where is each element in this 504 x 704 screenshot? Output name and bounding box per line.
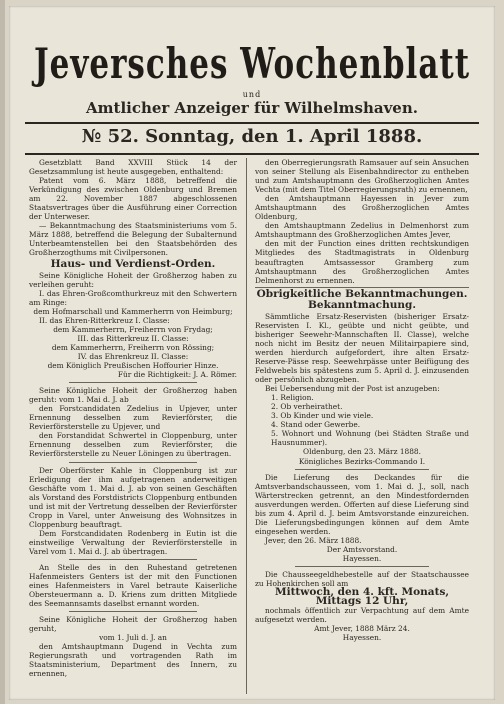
text-paragraph: 2. Ob verheirathet. — [271, 402, 343, 412]
text-paragraph: Der Amtsvorstand. — [326, 544, 398, 554]
text-paragraph: Jever, den 26. März 1888. — [265, 535, 362, 545]
text-paragraph: dem Kammerherrn, Freiherrn von Rössing; — [51, 342, 215, 352]
text-paragraph: dem Kammerherrn, Freiherrn von Frydag; — [53, 324, 213, 334]
text-paragraph: Dem Forstcandidaten Rodenberg in Eutin ist die einstweilige Verwaltung der Revierförsterstelle in Varel vom 1. Mai d. J. ab übertragen. — [29, 528, 237, 556]
section-divider — [69, 462, 197, 463]
text-paragraph: Die Lieferung des Deckandes für die Amtsverbandschausseen, vom 1. Mai d. J., soll, nach Wärterstrecken getrennt, an den Mindestfordernden ausverdungen werden. Offerten auf diese Lieferung sind bis zum 4. April d. J. beim Amtsvorstande einzureichen. Die Lieferungsbedingungen können auf dem Amte eingesehen werden. — [255, 472, 469, 536]
text-paragraph: 5. Wohnort und Wohnung (bei Städten Straße und Hausnummer). — [271, 429, 469, 448]
text-paragraph: den Amtshauptmann Hayessen in Jever zum Amtshauptmann des Großherzoglichen Amtes Oldenburg, — [255, 194, 469, 222]
masthead-rule-bottom — [25, 153, 479, 155]
text-paragraph: Bei Uebersendung mit der Post ist anzugeben: — [265, 384, 440, 394]
text-paragraph: Seine Königliche Hoheit der Großherzog haben geruht, — [29, 615, 237, 634]
text-paragraph: Oldenburg, den 23. März 1888. — [303, 447, 421, 457]
section-divider — [295, 566, 429, 567]
text-paragraph: Patent vom 6. März 1888, betreffend die Verkündigung des zwischen Oldenburg und Bremen am 22. November 1887 abgeschlossenen Staatsvertrages über die Ausführung einer Correction der Unterweser. — [29, 176, 237, 222]
text-paragraph: Die Chausseegeldhebestelle auf der Staatschaussee zu Hohenkirchen soll am — [255, 570, 469, 589]
text-paragraph: Mittags 12 Uhr, — [315, 595, 409, 608]
section-heading: Bekanntmachung. — [308, 298, 416, 311]
text-paragraph: Hayessen. — [342, 553, 382, 563]
section-divider — [295, 469, 429, 470]
section-divider — [69, 559, 197, 560]
text-paragraph: Der Oberförster Kahle in Cloppenburg ist zur Erledigung der ihm aufgetragenen anderweitigen Geschäfte vom 1. Mai d. J. ab von seinen Geschäften als Vorstand des Forstdistricts Cloppenburg entbunden und ist mit der Vertretung desselben der Revierförster Cropp in Varel, unter Anweisung des Wohnsitzes in Cloppenburg beauftragt. — [29, 465, 237, 529]
text-paragraph: den Forstandidat Schwertel in Cloppenburg, unter Ernennung desselben zum Revierförster, die Revierförsterstelle zu Neuer Löningen zu übertragen. — [29, 431, 237, 459]
text-paragraph: Mittwoch, den 4. kft. Monats, — [274, 586, 450, 599]
text-paragraph: Sämmtliche Ersatz-Reservisten (bisheriger Ersatz-Reservisten I. Kl., geübte und nicht geübte, und bisheriger Seewehr-Mannschaften II. Classe), welche noch nicht im Besitz der neuen Militairpapiere sind, werden hierdurch aufgefordert, ihre alten Ersatz-Reserve-Pässe resp. Seewehrpässe unter Beifügung des Feldwebels bis spätestens zum 5. April d. J. einzusenden oder persönlich abzugeben. — [255, 311, 469, 385]
text-paragraph: — Bekanntmachung des Staatsministeriums vom 5. März 1888, betreffend die Belegung der Subalternund Unterbeamtenstellen bei den Staatsbehörden des Großherzogthums mit Civilpersonen. — [29, 221, 237, 258]
text-paragraph: dem Hofmarschall und Kammerherrn von Heimburg; — [33, 306, 233, 316]
column-separator — [246, 158, 247, 694]
text-paragraph: IV. das Ehrenkreuz II. Classe: — [77, 351, 189, 361]
right-column — [255, 158, 469, 642]
masthead-subtitle: Amtlicher Anzeiger für Wilhelmshaven. — [86, 99, 418, 117]
section-heading: Obrigkeitliche Bekanntmachungen. — [256, 287, 468, 300]
text-paragraph: III. das Ritterkreuz II. Classe: — [77, 333, 189, 343]
text-paragraph: Hayessen. — [342, 633, 382, 643]
text-paragraph: 3. Ob Kinder und wie viele. — [271, 411, 374, 421]
text-paragraph: Amt Jever, 1888 März 24. — [314, 624, 410, 634]
text-paragraph: den Amtshauptmann Zedelius in Delmenhorst zum Amtshauptmann des Großherzoglichen Amtes Jever, — [255, 221, 469, 240]
left-column — [29, 158, 237, 679]
section-divider — [69, 611, 197, 612]
scan-edge — [0, 0, 5, 704]
masthead-und: und — [242, 90, 262, 99]
text-paragraph: vom 1. Juli d. J. an — [99, 633, 167, 643]
text-paragraph: 4. Stand oder Gewerbe. — [271, 420, 361, 430]
section-heading: Haus- und Verdienst-Orden. — [50, 257, 216, 270]
masthead-title: Jeversches Wochenblatt — [33, 40, 471, 89]
text-paragraph: Seine Königliche Hoheit der Großherzog haben geruht: vom 1. Mai d. J. ab — [29, 386, 237, 405]
text-paragraph: den Oberregierungsrath Ramsauer auf sein Ansuchen von seiner Stellung als Eisenbahndirector zu entheben und zum Amtshauptmann des Großherzoglichen Amtes Vechta (mit dem Titel Oberregierungsrath) zu ernennen, — [255, 158, 469, 195]
text-paragraph: An Stelle des in den Ruhestand getretenen Hafenmeisters Genters ist der mit den Functionen eines Hafenmeisters in Varel betraute Kaiserliche Obersteuermann a. D. Kriens zum dritten Mitgliede des Seemannsamts daselbst ernannt worden. — [29, 562, 237, 609]
text-paragraph: Gesetzblatt Band XXVIII Stück 14 der Gesetzsammlung ist heute ausgegeben, enthaltend: — [29, 158, 237, 177]
text-paragraph: Königliches Bezirks-Commando I. — [298, 456, 426, 466]
text-paragraph: I. das Ehren-Großcomthurkreuz mit den Schwertern am Ringe: — [29, 288, 237, 307]
issue-line: № 52. Sonntag, den 1. April 1888. — [81, 126, 423, 147]
text-paragraph: dem Königlich Preußischen Hoffourier Hinze. — [47, 361, 219, 371]
masthead-rule-top — [25, 122, 479, 124]
text-paragraph: 1. Religion. — [271, 393, 314, 403]
text-paragraph: Seine Königliche Hoheit der Großherzog haben zu verleihen geruht: — [29, 270, 237, 289]
text-paragraph: II. das Ehren-Ritterkreuz I. Classe: — [39, 315, 170, 325]
text-paragraph: den mit der Function eines dritten rechtskundigen Mitgliedes des Stadtmagistrats in Oldenburg beauftragten Amtsassessor Gramberg zum Amtshauptmann des Großherzoglichen Amtes Delmenhorst zu ernennen. — [255, 239, 469, 285]
text-paragraph: den Amtshauptmann Dugend in Vechta zum Regierungsrath und vortragenden Rath im Staatsministerium, Department des Innern, zu ernennen, — [29, 642, 237, 679]
text-paragraph: den Forstcandidaten Zedelius in Upjever, unter Ernennung desselben zum Revierförster, die Revierförsterstelle zu Upjever, und — [29, 404, 237, 432]
text-paragraph: Für die Richtigkeit: J. A. Römer. — [117, 370, 237, 380]
text-paragraph: nochmals öffentlich zur Verpachtung auf dem Amte aufgesetzt werden. — [255, 606, 469, 625]
newspaper-page — [9, 6, 495, 700]
section-divider — [69, 382, 197, 383]
